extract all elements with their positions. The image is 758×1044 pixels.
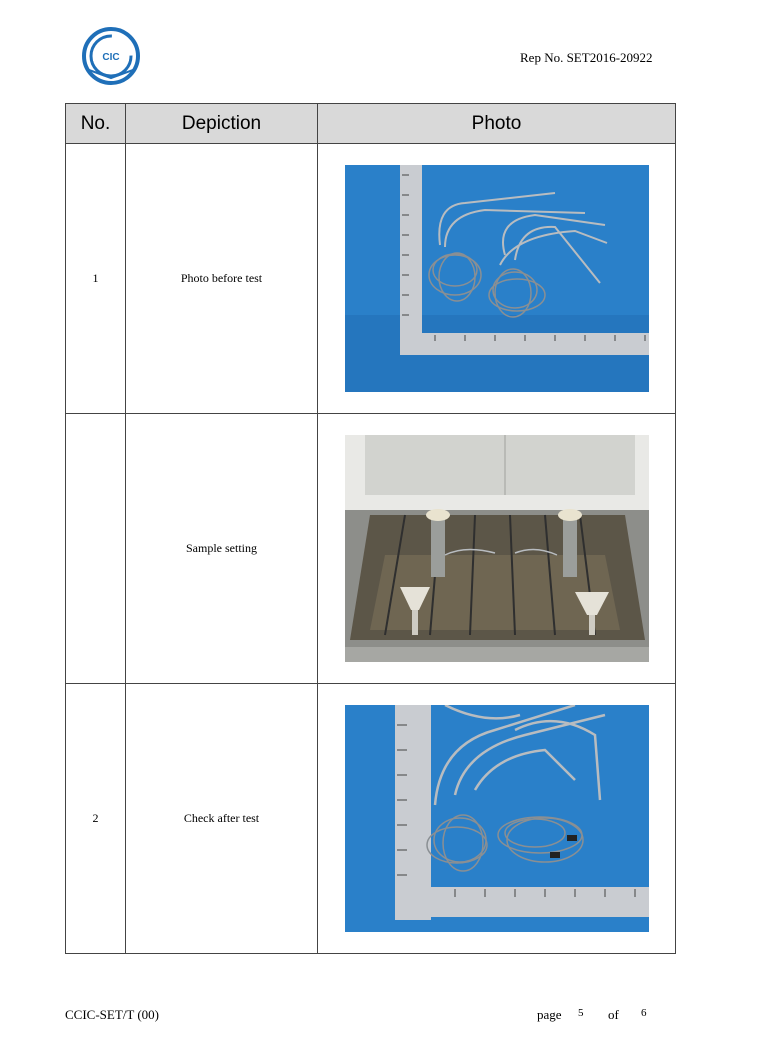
- table-header-row: [66, 104, 676, 144]
- row-depiction: Check after test: [126, 684, 318, 954]
- photo-sample-setting: [345, 435, 649, 662]
- row-number: [66, 414, 126, 684]
- row-number: 2: [66, 684, 126, 954]
- report-number: Rep No. SET2016-20922: [520, 50, 653, 65]
- column-header-no: No.: [66, 104, 126, 144]
- table-row: [66, 414, 676, 684]
- row-depiction: Photo before test: [126, 144, 318, 414]
- row-depiction: Sample setting: [126, 414, 318, 684]
- page-label: page: [537, 1007, 562, 1022]
- table-row: [66, 144, 676, 414]
- ccic-logo: [81, 26, 141, 86]
- photo-table: [65, 103, 676, 954]
- column-header-photo: Photo: [318, 104, 676, 144]
- photo-check-after-test: [345, 705, 649, 932]
- page-total: 6: [641, 1007, 647, 1019]
- row-number: 1: [66, 144, 126, 414]
- logo-text: CIC: [102, 52, 120, 63]
- form-code: CCIC-SET/T (00): [65, 1007, 160, 1022]
- column-header-depiction: Depiction: [126, 104, 318, 144]
- of-label: of: [608, 1007, 619, 1022]
- photo-before-test: [345, 165, 649, 392]
- table-row: [66, 684, 676, 954]
- page-current: 5: [578, 1007, 584, 1019]
